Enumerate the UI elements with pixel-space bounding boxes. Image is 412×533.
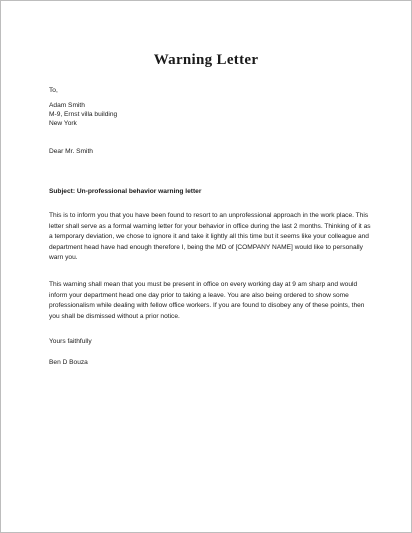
body-paragraph-2: This warning shall mean that you must be present in office on every working day at 9 am sharp and would inform your department head one day prior to taking a leave. You are also being ordered to show some professionalism while dealing with fellow office workers. If you are found to disobey any of these points, then you shall be dismissed without a prior notice. — [49, 281, 365, 320]
body-paragraph-1: This is to inform you that you have been found to resort to an unprofessional approach in the work place. This letter shall serve as a formal warning letter for your behavior in office during the last 2 months. Thinking of it as a temporary deviation, we chose to ignore it and take it lightly all this time but it seems like your colleague and department head have had enough therefore I, being the MD of [COMPANY NAME] would like to personally warn you. — [49, 212, 371, 262]
closing: Yours faithfully — [49, 338, 92, 345]
recipient-address-line: M-9, Ernst villa building — [49, 111, 118, 119]
recipient-city: New York — [49, 120, 77, 128]
letter-title: Warning Letter — [153, 52, 259, 68]
signature-name: Ben D Bouza — [49, 359, 88, 366]
recipient-name: Adam Smith — [49, 102, 85, 109]
subject-line: Subject: Un-professional behavior warning letter — [49, 188, 202, 195]
recipient-address — [49, 101, 371, 129]
to-label: To, — [49, 87, 58, 94]
salutation: Dear Mr. Smith — [49, 148, 93, 155]
